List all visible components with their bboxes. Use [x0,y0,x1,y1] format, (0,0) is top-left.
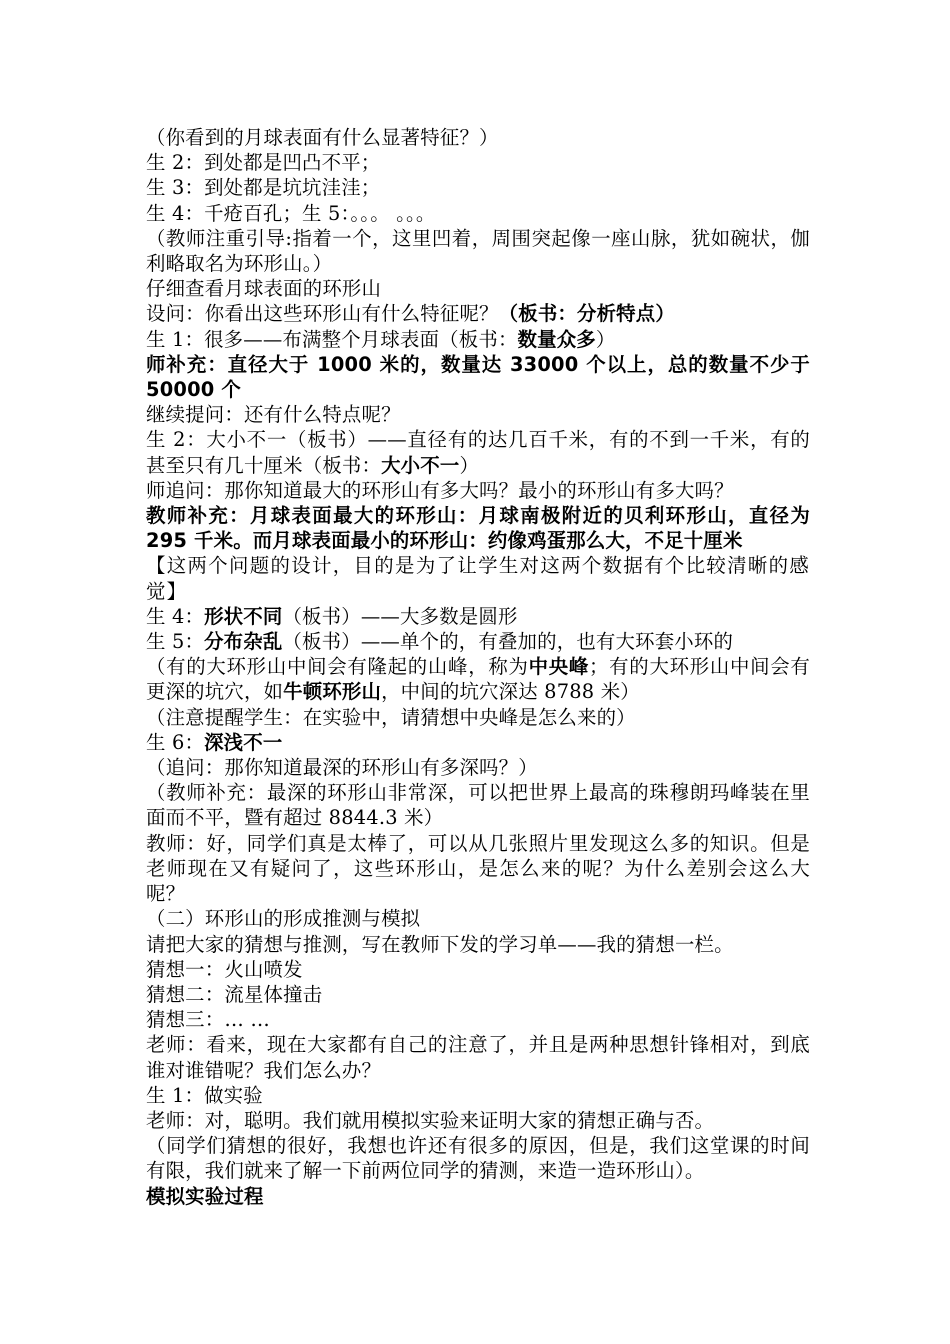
text-span: 生 6： [146,730,205,754]
bold-text: 牛顿环形山 [283,680,382,704]
text-span: ） [459,453,480,477]
paragraph: 生 4：千疮百孔；生 5：。。。 。。。 [146,201,436,225]
paragraph: 猜想一：火山喷发 [146,957,303,981]
paragraph: 师追问：那你知道最大的环形山有多大吗？最小的环形山有多大吗？ [146,478,734,502]
paragraph: 生 3：到处都是坑坑洼洼； [146,176,381,200]
paragraph: 生 1：做实验 [146,1083,263,1107]
paragraph [146,604,810,629]
text-span: 生 2：大小不一（板书）——直径有的达几百千米，有的不到一千米，有的甚至只有几十厘米（板书： [146,428,810,477]
paragraph [146,629,810,654]
text-span: ，中间的坑穴深达 8788 米） [381,680,640,704]
bold-text: （板书：分析特点） [498,302,675,326]
paragraph: 继续提问：还有什么特点呢？ [146,403,401,427]
paragraph: （注意提醒学生：在实验中，请猜想中央峰是怎么来的） [146,705,636,729]
bold-paragraph: 教师补充：月球表面最大的环形山：月球南极附近的贝利环形山，直径为 295 千米。而月球表面最小的环形山：约像鸡蛋那么大，不足十厘米 [146,504,810,553]
bold-text: 分布杂乱 [204,630,283,654]
paragraph: （同学们猜想的很好，我想也许还有很多的原因，但是，我们这堂课的时间有限，我们就来了解一下前两位同学的猜测，来造一造环形山）。 [146,1134,810,1183]
bold-heading: 模拟实验过程 [146,1184,264,1208]
bold-text: 大小不一 [381,453,460,477]
paragraph: 猜想二：流星体撞击 [146,982,323,1006]
text-span: 设问：你看出这些环形山有什么特征呢？ [146,302,499,326]
paragraph [146,327,810,352]
paragraph: 请把大家的猜想与推测，写在教师下发的学习单——我的猜想一栏。 [146,932,734,956]
paragraph: 生 2：到处都是凹凸不平； [146,151,381,175]
paragraph [146,730,810,755]
paragraph: 老师：对，聪明。我们就用模拟实验来证明大家的猜想正确与否。 [146,1108,715,1132]
bold-text: 数量众多 [517,327,596,351]
paragraph: 教师：好，同学们真是太棒了，可以从几张照片里发现这么多的知识。但是老师现在又有疑问了，这些环形山，是怎么来的呢？为什么差别会这么大呢？ [146,831,810,906]
text-span: 生 5： [146,630,205,654]
text-span: 生 1：很多——布满整个月球表面（板书： [146,327,518,351]
paragraph [146,301,810,326]
paragraph: （教师注重引导:指着一个，这里凹着，周围突起像一座山脉，犹如碗状，伽利略取名为环形山。） [146,226,810,276]
document-page [146,125,810,1209]
paragraph: （教师补充：最深的环形山非常深，可以把世界上最高的珠穆朗玛峰装在里面而不平，暨有超过 8844.3 米） [146,781,810,830]
section-heading: （二）环形山的形成推测与模拟 [146,907,421,931]
text-span: 生 4： [146,604,205,628]
text-span: （板书）——单个的，有叠加的，也有大环套小环的 [282,630,734,654]
paragraph: 仔细查看月球表面的环形山 [146,277,382,301]
bold-text: 深浅不一 [204,730,283,754]
bold-text: 形状不同 [204,604,283,628]
text-span: （有的大环形山中间会有隆起的山峰，称为 [146,655,529,679]
paragraph: （追问：那你知道最深的环形山有多深吗？） [146,756,538,780]
bold-paragraph: 师补充：直径大于 1000 米的，数量达 33000 个以上，总的数量不少于 50000 个 [146,352,810,402]
bold-text: 中央峰 [528,655,590,679]
paragraph [146,654,810,704]
text-span: ） [595,327,616,351]
paragraph: （你看到的月球表面有什么显著特征？） [146,126,499,149]
text-span: ；有的大环形山中间会有更深的坑穴，如 [146,655,810,704]
paragraph: 猜想三：… … [146,1008,270,1032]
paragraph: 【这两个问题的设计，目的是为了让学生对这两个数据有个比较清晰的感觉】 [146,554,810,603]
paragraph: 老师：看来，现在大家都有自己的注意了，并且是两种思想针锋相对，到底谁对谁错呢？我们怎么办？ [146,1033,810,1082]
paragraph [146,427,810,477]
text-span: （板书）——大多数是圆形 [282,604,518,628]
